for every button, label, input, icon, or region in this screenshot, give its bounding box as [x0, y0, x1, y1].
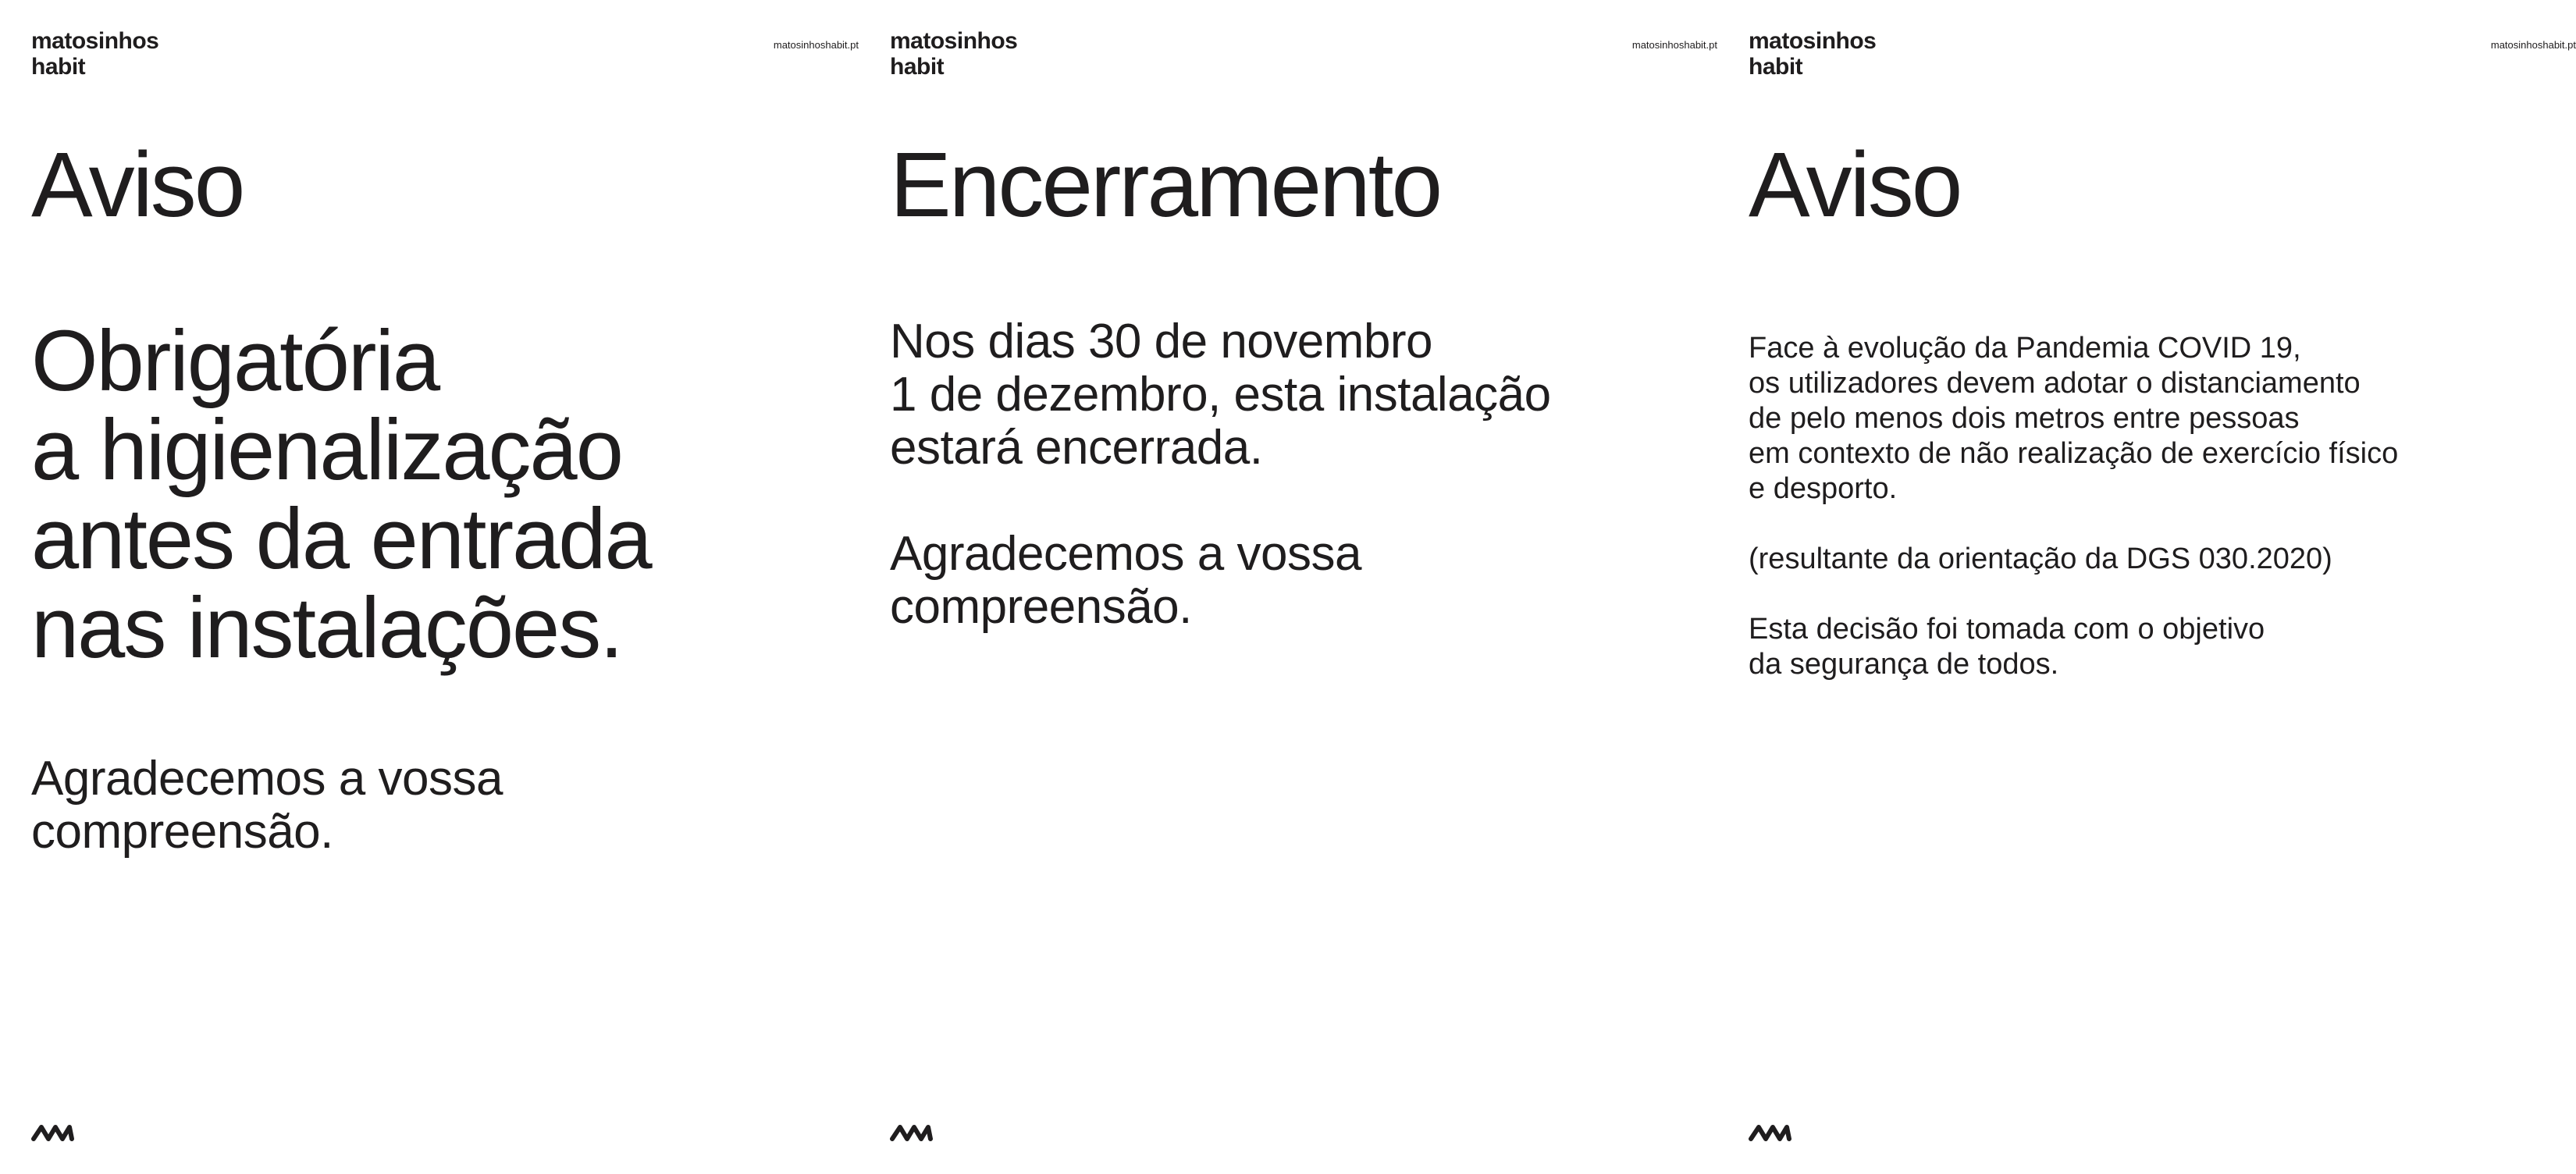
notice-message: Obrigatória a higienalização antes da entrada nas instalações. — [31, 313, 651, 676]
brand-logo: matosinhos habit — [31, 28, 159, 80]
website-url: matosinhoshabit.pt — [2490, 39, 2576, 51]
mm-logo-mark-icon — [31, 1124, 73, 1141]
dgs-reference-note: (resultante da orientação da DGS 030.2020) — [1749, 543, 2332, 575]
thanks-message: Agradecemos a vossa compreensão. — [890, 527, 1361, 634]
website-url: matosinhoshabit.pt — [773, 39, 859, 51]
distancing-message: Face à evolução da Pandemia COVID 19, os utilizadores devem adotar o distanciamento de pelo menos dois metros entre pessoas em contexto de não realização de exercício físico e desporto. — [1749, 332, 2399, 505]
closure-message: Nos dias 30 de novembro 1 de dezembro, esta instalação estará encerrada. — [890, 315, 1551, 475]
website-url: matosinhoshabit.pt — [1631, 39, 1717, 51]
poster-hygiene-notice — [31, 0, 859, 1174]
mm-logo-mark-icon — [890, 1124, 932, 1141]
mm-logo-mark-icon — [1749, 1124, 1791, 1141]
poster-closure-notice — [890, 0, 1717, 1174]
closing-message: Esta decisão foi tomada com o objetivo da segurança de todos. — [1749, 613, 2265, 681]
brand-logo: matosinhos habit — [890, 28, 1018, 80]
thanks-message: Agradecemos a vossa compreensão. — [31, 752, 503, 859]
brand-logo: matosinhos habit — [1749, 28, 1877, 80]
poster-title: Aviso — [31, 133, 244, 237]
poster-distancing-notice — [1749, 0, 2576, 1174]
poster-title: Aviso — [1749, 133, 1961, 237]
poster-title: Encerramento — [890, 133, 1441, 237]
